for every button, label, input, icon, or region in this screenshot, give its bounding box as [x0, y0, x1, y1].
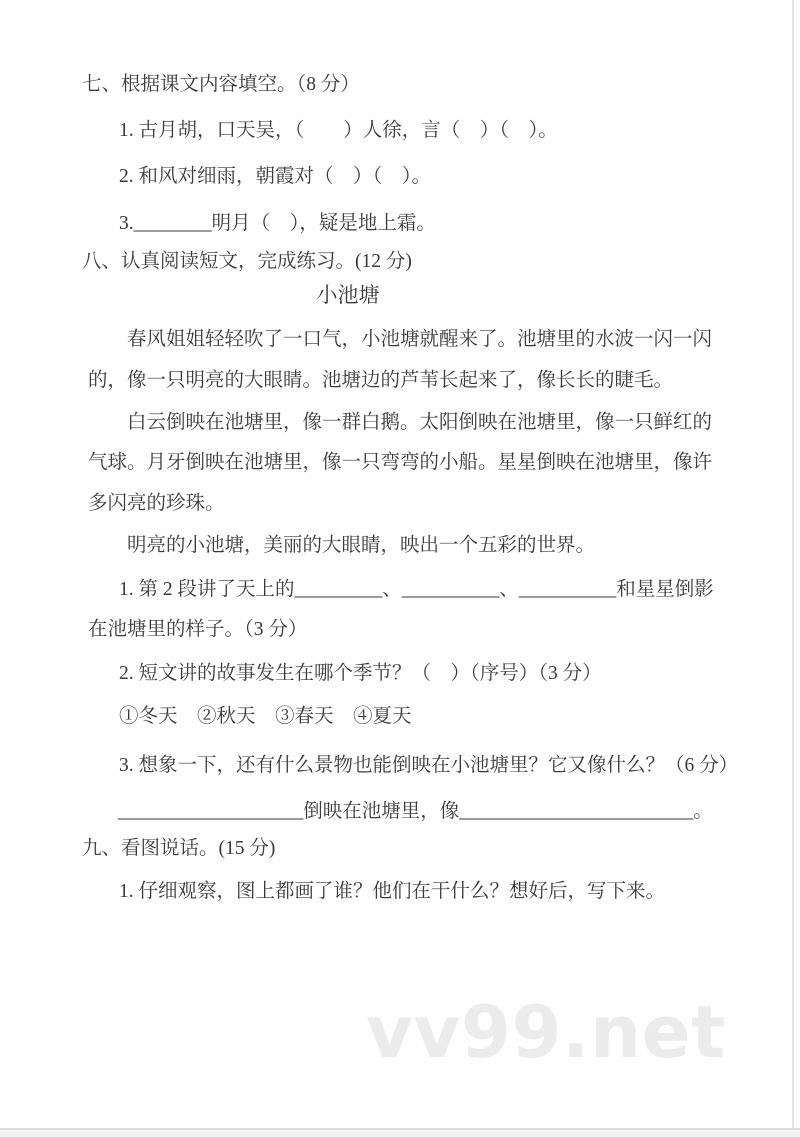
worksheet-content — [82, 65, 739, 913]
question-1-line-2: 在池塘里的样子。（3 分） — [88, 619, 308, 640]
section-7-heading: 七、根据课文内容填空。（8 分） — [82, 74, 360, 95]
site-watermark: vv99.net — [366, 990, 726, 1074]
question-3: 3. 想象一下，还有什么景物也能倒映在小池塘里？它又像什么？（6 分） — [119, 755, 739, 776]
section-8-heading: 八、认真阅读短文，完成练习。(12 分) — [82, 251, 412, 272]
passage-paragraph-1-line-1: 春风姐姐轻轻吹了一口气，小池塘就醒来了。池塘里的水波一闪一闪 — [127, 329, 713, 350]
section-9-heading: 九、看图说话。(15 分) — [82, 837, 276, 859]
question-2: 2. 短文讲的故事发生在哪个季节？（ ）（序号）（3 分） — [119, 662, 602, 684]
section-7-item-1: 1. 古月胡，口天吴，（ ）人徐，言（ ）（ ）。 — [119, 119, 558, 141]
section-7-item-2: 2. 和风对细雨，朝霞对（ ）（ ）。 — [119, 166, 432, 187]
page-bottom-strip — [0, 1130, 800, 1137]
section-7-item-3: 3.________明月（ ），疑是地上霜。 — [119, 212, 436, 234]
section-9-item-1: 1. 仔细观察，图上都画了谁？他们在干什么？想好后，写下来。 — [119, 881, 666, 902]
question-2-options: ①冬天 ②秋天 ③春天 ④夏天 — [119, 706, 412, 727]
question-3-answer-line: ___________________倒映在池塘里，像________________________。 — [118, 801, 713, 822]
question-1-line-1: 1. 第 2 段讲了天上的_________、__________、__________和星星倒影 — [119, 578, 714, 600]
passage-paragraph-2-line-1: 白云倒映在池塘里，像一群白鹅。太阳倒映在池塘里，像一只鲜红的 — [127, 411, 713, 433]
passage-paragraph-2-line-3: 多闪亮的珍珠。 — [88, 492, 225, 514]
page-right-border — [792, 0, 794, 1130]
passage-paragraph-3: 明亮的小池塘，美丽的大眼睛，映出一个五彩的世界。 — [127, 535, 596, 556]
passage-paragraph-2-line-2: 气球。月牙倒映在池塘里，像一只弯弯的小船。星星倒映在池塘里，像许 — [88, 452, 713, 473]
passage-paragraph-1-line-2: 的，像一只明亮的大眼睛。池塘边的芦苇长起来了，像长长的睫毛。 — [88, 369, 674, 391]
passage-title: 小池塘 — [316, 283, 380, 307]
